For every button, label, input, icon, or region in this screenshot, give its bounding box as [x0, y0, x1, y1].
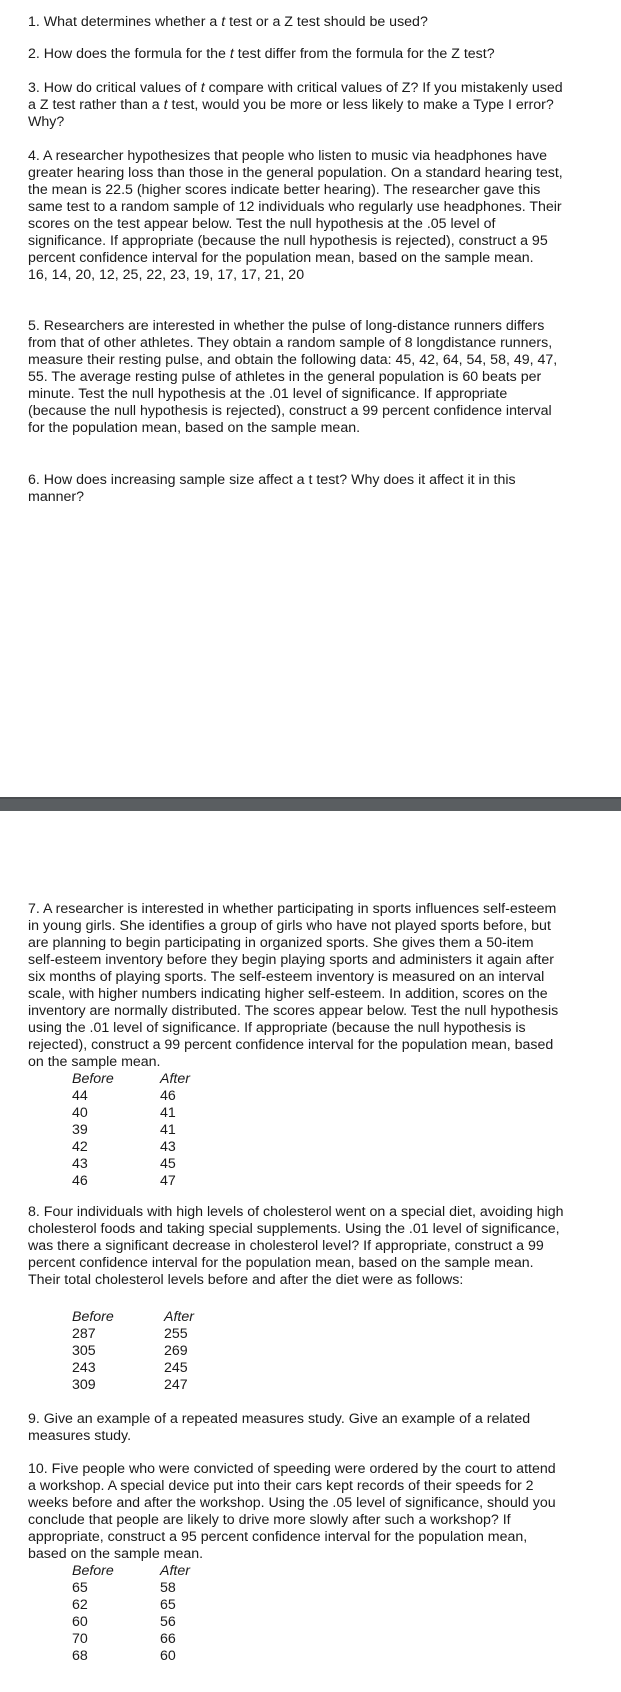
question-3: [28, 80, 564, 131]
question-1-text-b: test or a Z test should be used?: [225, 14, 428, 30]
document-page-1: [0, 0, 621, 797]
before-header: Before: [72, 1071, 114, 1087]
after-header: After: [160, 1071, 190, 1087]
table-row: 42 43: [72, 1139, 176, 1155]
question-7-text: 7. A researcher is interested in whether participating in sports influences self-esteem in young girls. She identifies a group of girls who have not played sports before, but are planning to begin participating in organized sports. She gives them a 50-item self-esteem inventory before they begin playing sports and administers it again after six months of playing sports. The self-esteem inventory is measured on an interval scale, with higher numbers indicating higher self-esteem. In addition, scores on the inventory are normally distributed. The scores appear below. Test the null hypothesis using the .01 level of significance. If appropriate (because the null hypothesis is rejected), construct a 99 percent confidence interval for the population mean, based on the sample mean.: [28, 901, 559, 1070]
after-header: After: [160, 1563, 190, 1579]
question-8-table: [72, 1309, 194, 1394]
before-header: Before: [72, 1309, 114, 1325]
question-3-text-a: 3. How do critical values of: [28, 80, 201, 96]
table-row: 62 65: [72, 1597, 176, 1613]
question-5: [28, 318, 564, 437]
question-3-t-symbol: t: [200, 80, 205, 96]
question-6-text: 6. How does increasing sample size affect a t test? Why does it affect it in this manner?: [28, 472, 516, 505]
question-3-text-c: test, would you be more or less likely to make a Type I error? Why?: [28, 97, 554, 130]
table-row: 44 46: [72, 1088, 176, 1104]
table-row: 70 66: [72, 1631, 176, 1647]
question-3-t-symbol-2: t: [163, 97, 168, 113]
table-row: 43 45: [72, 1156, 176, 1172]
table-row: 287 255: [72, 1326, 188, 1342]
before-header: Before: [72, 1563, 114, 1579]
table-row: 68 60: [72, 1648, 176, 1664]
table-row: 39 41: [72, 1122, 176, 1138]
table-row: 46 47: [72, 1173, 176, 1189]
question-8: [28, 1204, 564, 1289]
question-10: [28, 1461, 564, 1563]
question-8-text: 8. Four individuals with high levels of cholesterol went on a special diet, avoiding high cholesterol foods and taking special supplements. Using the .01 level of significance, was there a significant decrease in cholesterol level? If appropriate, construct a 99 percent confidence interval for the population mean, based on the sample mean. Their total cholesterol levels before and after the diet were as follows:: [28, 1204, 564, 1288]
question-2-t-symbol: t: [229, 46, 234, 62]
question-8-table-header: [72, 1309, 194, 1326]
page-divider: [0, 797, 621, 811]
question-1: [28, 14, 564, 31]
question-1-text-a: 1. What determines whether a: [28, 14, 222, 30]
table-row: 65 58: [72, 1580, 176, 1596]
question-10-text: 10. Five people who were convicted of speeding were ordered by the court to attend a workshop. A special device put into their cars kept records of their speeds for 2 weeks before and after the workshop. Using the .05 level of significance, should you conclude that people are likely to drive more slowly after such a workshop? If appropriate, construct a 95 percent confidence interval for the population mean, based on the sample mean.: [28, 1461, 556, 1562]
table-row: 40 41: [72, 1105, 176, 1121]
question-4-data: 16, 14, 20, 12, 25, 22, 23, 19, 17, 17, 21, 20: [28, 267, 305, 283]
table-row: 305 269: [72, 1343, 188, 1359]
table-row: 60 56: [72, 1614, 176, 1630]
question-4: [28, 148, 564, 284]
question-7-table: [72, 1071, 190, 1190]
table-row: 309 247: [72, 1377, 188, 1393]
after-header: After: [164, 1309, 194, 1325]
question-2-text-b: test differ from the formula for the Z test?: [233, 46, 495, 62]
question-5-text: 5. Researchers are interested in whether the pulse of long-distance runners differs from that of other athletes. They obtain a random sample of 8 longdistance runners, measure their resting pulse, and obtain the following data: 45, 42, 64, 54, 58, 49, 47, 55. The average resting pulse of athletes in the general population is 60 beats per minute. Test the null hypothesis at the .01 level of significance. If appropriate (because the null hypothesis is rejected), construct a 99 percent confidence interval for the population mean, based on the sample mean.: [28, 318, 558, 436]
question-4-text: 4. A researcher hypothesizes that people who listen to music via headphones have greater hearing loss than those in the general population. On a standard hearing test, the mean is 22.5 (higher scores indicate better hearing). The researcher gave this same test to a random sample of 12 individuals who regularly use headphones. Their scores on the test appear below. Test the null hypothesis at the .05 level of significance. If appropriate (because the null hypothesis is rejected), construct a 95 percent confidence interval for the population mean, based on the sample mean.: [28, 148, 563, 266]
question-1-t-symbol: t: [221, 14, 226, 30]
question-7-table-header: [72, 1071, 190, 1088]
question-10-table: [72, 1563, 190, 1665]
question-9-text: 9. Give an example of a repeated measures study. Give an example of a related measures study.: [28, 1411, 531, 1444]
question-10-table-header: [72, 1563, 190, 1580]
question-7: [28, 901, 564, 1071]
question-2: [28, 46, 564, 63]
question-3-text-b: compare with critical values of Z? If you mistakenly used a Z test rather than a: [28, 80, 563, 113]
question-6: [28, 472, 564, 506]
document-page-2: [0, 811, 621, 1692]
question-2-text-a: 2. How does the formula for the: [28, 46, 230, 62]
question-9: [28, 1411, 564, 1445]
table-row: 243 245: [72, 1360, 188, 1376]
